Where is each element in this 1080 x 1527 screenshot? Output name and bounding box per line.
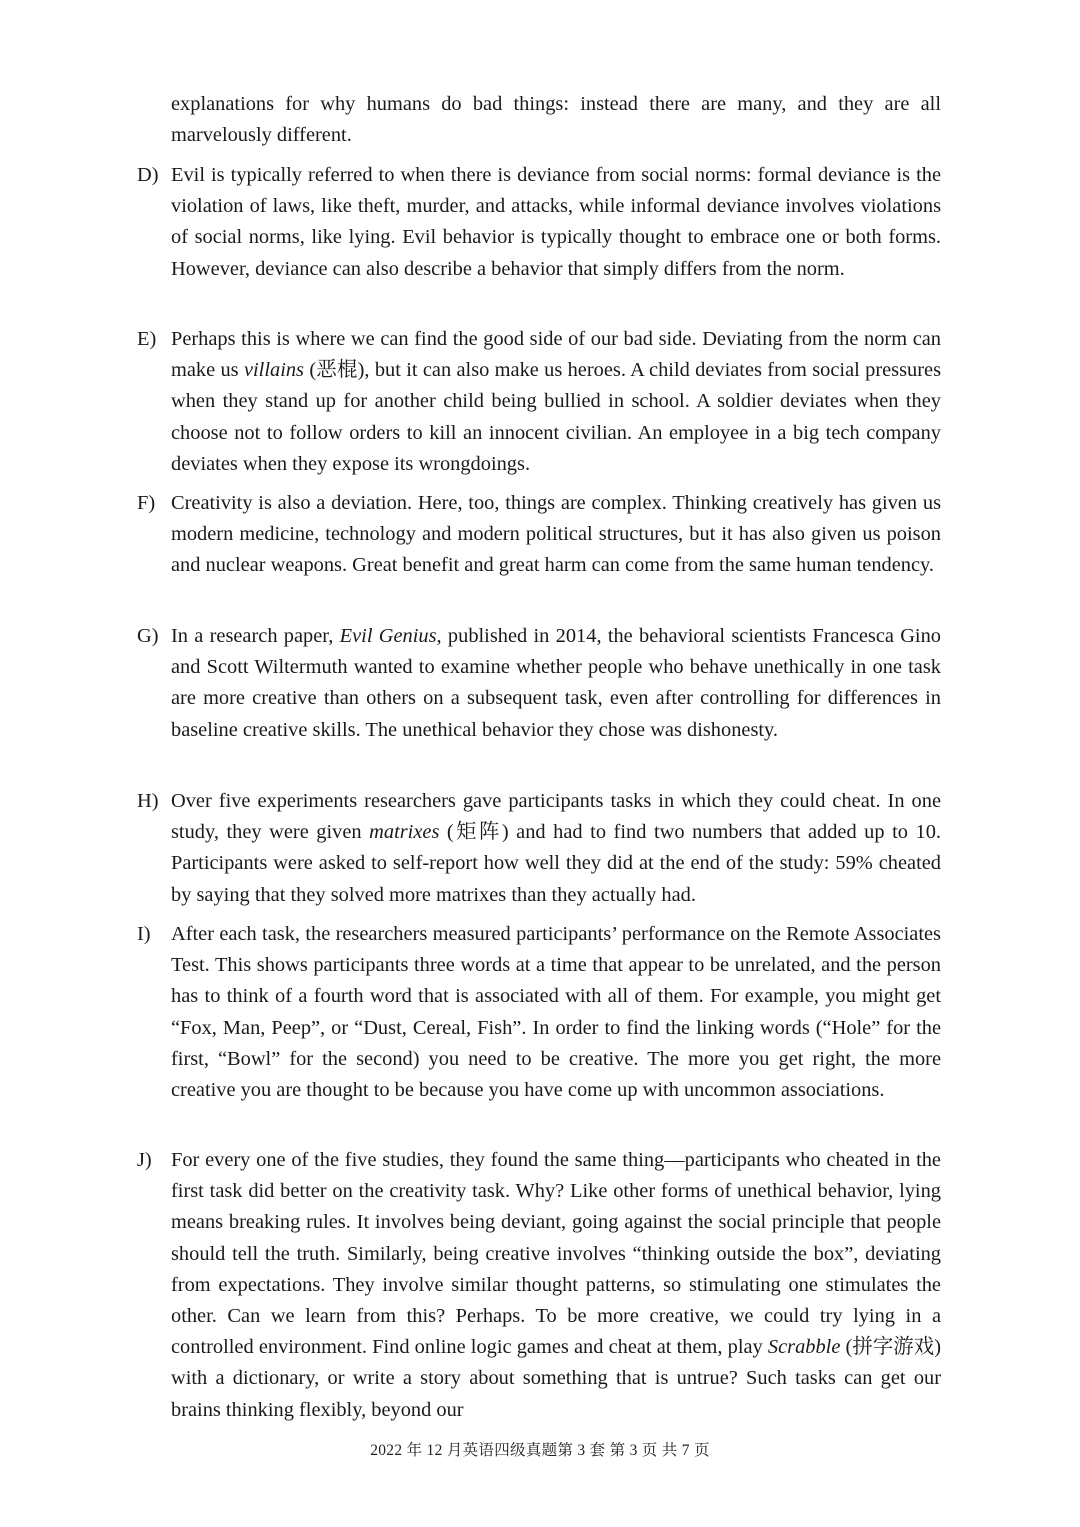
- paragraph-e: [137, 324, 941, 480]
- paragraph-label: F): [137, 492, 156, 514]
- italic-title: Evil Genius: [339, 625, 437, 647]
- chinese-gloss: (拼字游戏): [840, 1336, 941, 1359]
- italic-term: matrixes: [369, 821, 440, 844]
- paragraph-text: Perhaps this is where we can find the good side of our bad side. Deviating from the norm can make us villains (恶棍), but it can also make us heroes. A child deviates from social pressures when they stand up for another child being bullied in school. A soldier deviates when they choose not to follow orders to kill an innocent civilian. An employee in a big tech company deviates when they expose its wrongdoings.: [171, 328, 942, 475]
- paragraph-text: Creativity is also a deviation. Here, too, things are complex. Thinking creatively has given us modern medicine, technology and modern political structures, but it has also given us poison and nuclear weapons. Great benefit and great harm can come from the same human tendency.: [171, 492, 941, 577]
- paragraph-label: D): [137, 164, 159, 186]
- paragraph-text: Over five experiments researchers gave participants tasks in which they could cheat. In one study, they were given matrixes (矩阵) and had to find two numbers that added up to 10. Participants were asked to self-report how well they did at the end of the study: 59% cheated by saying that they solved more matrixes than they actually had.: [171, 790, 941, 906]
- chinese-gloss: (矩阵): [439, 821, 509, 844]
- paragraph-j: [137, 1145, 941, 1426]
- italic-term: villains: [243, 359, 304, 382]
- paragraph-label: G): [137, 625, 159, 647]
- paragraph-i: [137, 919, 941, 1106]
- chinese-gloss: (恶棍): [304, 359, 365, 382]
- paragraph-g: [137, 621, 941, 746]
- paragraph-label: H): [137, 790, 159, 812]
- italic-term: Scrabble: [767, 1336, 841, 1359]
- paragraph-h: [137, 786, 941, 911]
- paragraph-f: [137, 488, 941, 582]
- paragraph-label: I): [137, 923, 151, 945]
- page-footer: 2022 年 12 月英语四级真题第 3 套 第 3 页 共 7 页: [370, 1442, 710, 1459]
- paragraph-text: For every one of the five studies, they found the same thing—participants who cheated in the first task did better on the creativity task. Why? Like other forms of unethical behavior, lying means breaking rules. It involves being deviant, going against the social principle that people should tell the truth. Similarly, being creative involves “thinking outside the box”, deviating from expectations. They involve similar thought patterns, so stimulating one stimulates the other. Can we learn from this? Perhaps. To be more creative, we could try lying in a controlled environment. Find online logic games and cheat at them, play Scrabble (拼字游戏) with a dictionary, or write a story about something that is untrue? Such tasks can get our brains thinking flexibly, beyond our: [171, 1149, 941, 1421]
- paragraph-text: In a research paper, Evil Genius, published in 2014, the behavioral scientists Francesca Gino and Scott Wiltermuth wanted to examine whether people who behave unethically in one task are more creative than others on a subsequent task, even after controlling for differences in baseline creative skills. The unethical behavior they chose was dishonesty.: [171, 625, 941, 741]
- paragraph-d: [137, 160, 941, 285]
- paragraph-label: E): [137, 328, 157, 350]
- continuation-text: explanations for why humans do bad things: instead there are many, and they are all marvelously different.: [171, 93, 941, 147]
- paragraph-text: After each task, the researchers measured participants’ performance on the Remote Associates Test. This shows participants three words at a time that appear to be unrelated, and the person has to think of a fourth word that is associated with all of them. For example, you might get “Fox, Man, Peep”, or “Dust, Cereal, Fish”. In order to find the linking words (“Hole” for the first, “Bowl” for the second) you need to be creative. The more you get right, the more creative you are thought to be because you have come up with uncommon associations.: [171, 923, 941, 1102]
- paragraph-label: J): [137, 1149, 152, 1171]
- paragraph-text: Evil is typically referred to when there is deviance from social norms: formal deviance is the violation of laws, like theft, murder, and attacks, while informal deviance involves violations of social norms, like lying. Evil behavior is typically thought to embrace one or both forms. However, deviance can also describe a behavior that simply differs from the norm.: [171, 164, 941, 280]
